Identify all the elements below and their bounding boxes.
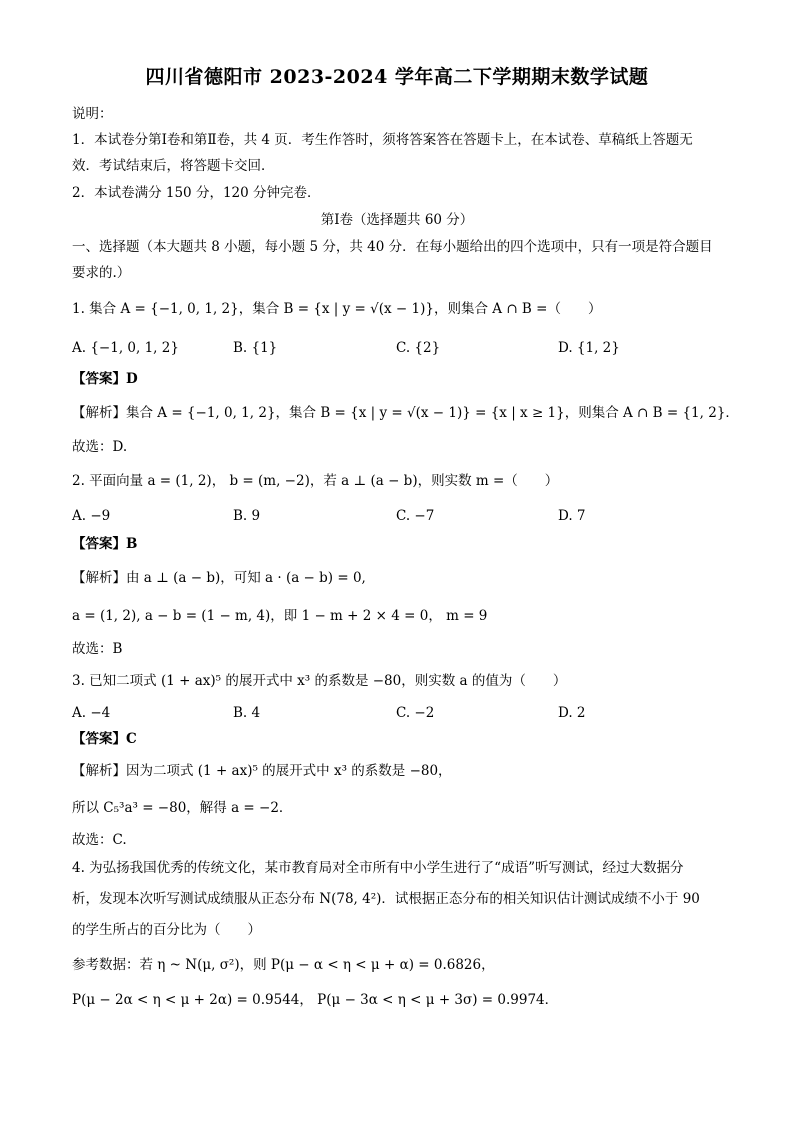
question-3-option-d: D. 2 bbox=[558, 705, 586, 721]
question-1-option-d: D. {1, 2} bbox=[558, 340, 620, 356]
question-3-answer: 【答案】C bbox=[72, 731, 137, 747]
question-3-stem: 3. 已知二项式 (1 + ax)⁵ 的展开式中 x³ 的系数是 −80，则实数 a 的值为（ ） bbox=[72, 673, 567, 689]
question-4-reference-line-1: 参考数据：若 η ~ N(μ, σ²)，则 P(μ − α < η < μ + α) = 0.6826， bbox=[72, 957, 495, 973]
question-1-analysis: 【解析】集合 A = {−1, 0, 1, 2}，集合 B = {x | y = √(x − 1)} = {x | x ≥ 1}，则集合 A ∩ B = {1, 2}． bbox=[72, 405, 739, 421]
instruction-item-2: 2．本试卷满分 150 分，120 分钟完卷． bbox=[72, 185, 321, 201]
question-2-option-b: B. 9 bbox=[233, 508, 261, 524]
question-2-analysis-line-2: a = (1, 2), a − b = (1 − m, 4)，即 1 − m + 2 × 4 = 0， m = 9 bbox=[72, 608, 488, 624]
question-3-option-a: A. −4 bbox=[72, 705, 111, 721]
question-2-option-a: A. −9 bbox=[72, 508, 111, 524]
question-4-stem-line-3: 的学生所占的百分比为（ ） bbox=[72, 922, 261, 938]
question-1-stem: 1. 集合 A = {−1, 0, 1, 2}，集合 B = {x | y = √(x − 1)}，则集合 A ∩ B =（ ） bbox=[72, 301, 602, 317]
question-1-option-b: B. {1} bbox=[233, 340, 278, 356]
question-2-analysis-line-1: 【解析】由 a ⊥ (a − b)，可知 a · (a − b) = 0, bbox=[72, 570, 366, 586]
question-4-stem-line-1: 4. 为弘扬我国优秀的传统文化，某市教育局对全市所有中小学生进行了“成语”听写测试，经过大数据分 bbox=[72, 860, 684, 876]
question-1-conclusion: 故选：D. bbox=[72, 439, 128, 455]
question-2-answer: 【答案】B bbox=[72, 536, 138, 552]
section-intro-line-2: 要求的.） bbox=[72, 265, 131, 281]
question-2-stem: 2. 平面向量 a = (1, 2)， b = (m, −2)，若 a ⊥ (a − b)，则实数 m =（ ） bbox=[72, 473, 559, 489]
question-1-answer: 【答案】D bbox=[72, 371, 138, 387]
instruction-item-1-line-2: 效．考试结束后，将答题卡交回． bbox=[72, 158, 275, 174]
question-3-conclusion: 故选：C. bbox=[72, 832, 127, 848]
question-4-stem-line-2: 析，发现本次听写测试成绩服从正态分布 N(78, 4²)．试根据正态分布的相关知识估计测试成绩不小于 90 bbox=[72, 891, 700, 907]
question-4-reference-line-2: P(μ − 2α < η < μ + 2α) = 0.9544， P(μ − 3α < η < μ + 3σ) = 0.9974． bbox=[72, 992, 559, 1008]
question-3-option-b: B. 4 bbox=[233, 705, 261, 721]
instruction-item-1-line-1: 1．本试卷分第Ⅰ卷和第Ⅱ卷，共 4 页．考生作答时，须将答案答在答题卡上，在本试卷、草稿纸上答题无 bbox=[72, 132, 693, 148]
part-title: 第Ⅰ卷（选择题共 60 分） bbox=[320, 212, 474, 228]
question-1-option-c: C. {2} bbox=[396, 340, 441, 356]
question-2-conclusion: 故选：B bbox=[72, 641, 123, 657]
question-3-analysis-line-1: 【解析】因为二项式 (1 + ax)⁵ 的展开式中 x³ 的系数是 −80， bbox=[72, 763, 452, 779]
section-intro-line-1: 一、选择题（本大题共 8 小题，每小题 5 分，共 40 分．在每小题给出的四个选项中，只有一项是符合题目 bbox=[72, 239, 713, 255]
page-title: 四川省德阳市 2023-2024 学年高二下学期期末数学试题 bbox=[145, 66, 649, 88]
question-3-option-c: C. −2 bbox=[396, 705, 435, 721]
question-2-option-d: D. 7 bbox=[558, 508, 586, 524]
question-1-option-a: A. {−1, 0, 1, 2} bbox=[72, 340, 179, 356]
question-2-option-c: C. −7 bbox=[396, 508, 435, 524]
instructions-heading: 说明： bbox=[72, 106, 113, 122]
question-3-analysis-line-2: 所以 C₅³a³ = −80，解得 a = −2． bbox=[72, 800, 293, 816]
